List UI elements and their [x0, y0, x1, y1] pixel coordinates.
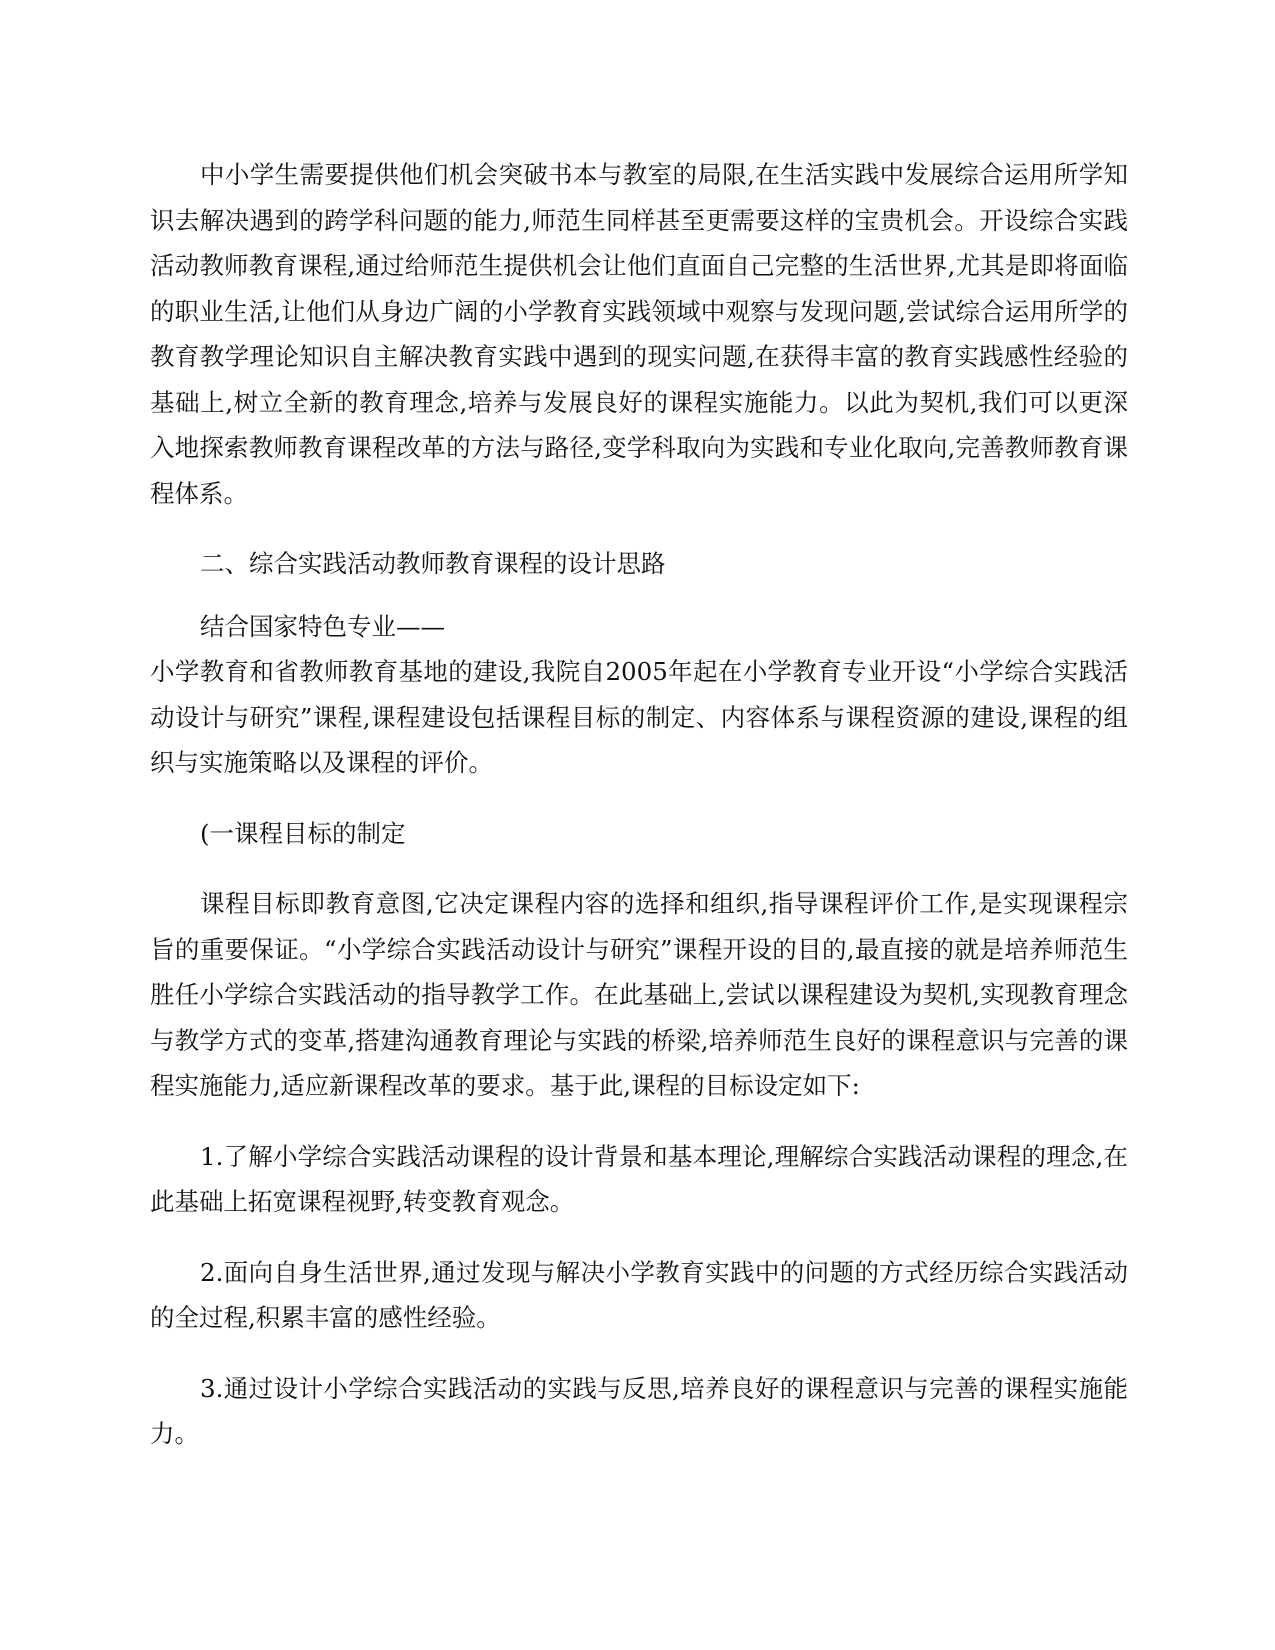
- document-page: [150, 152, 1128, 1482]
- body-paragraph: 课程目标即教育意图,它决定课程内容的选择和组织,指导课程评价工作,是实现课程宗旨的重要保证。“小学综合实践活动设计与研究”课程开设的目的,最直接的就是培养师范生胜任小学综合实践活动的指导教学工作。在此基础上,尝试以课程建设为契机,实现教育理念与教学方式的变革,搭建沟通教育理论与实践的桥梁,培养师范生良好的课程意识与完善的课程实施能力,适应新课程改革的要求。基于此,课程的目标设定如下:: [150, 889, 1128, 1100]
- paragraph-lead: 结合国家特色专业——: [200, 611, 445, 641]
- body-paragraph: 中小学生需要提供他们机会突破书本与教室的局限,在生活实践中发展综合运用所学知识去解决遇到的跨学科问题的能力,师范生同样甚至更需要这样的宝贵机会。开设综合实践活动教师教育课程,通过给师范生提供机会让他们直面自己完整的生活世界,尤其是即将面临的职业生活,让他们从身边广阔的小学教育实践领域中观察与发现问题,尝试综合运用所学的教育教学理论知识自主解决教育实践中遇到的现实问题,在获得丰富的教育实践感性经验的基础上,树立全新的教育理念,培养与发展良好的课程实施能力。以此为契机,我们可以更深入地探索教师教育课程改革的方法与路径,变学科取向为实践和专业化取向,完善教师教育课程体系。: [150, 160, 1128, 508]
- goal-item: 3.通过设计小学综合实践活动的实践与反思,培养良好的课程意识与完善的课程实施能力。: [150, 1373, 1128, 1448]
- goal-item: 1.了解小学综合实践活动课程的设计背景和基本理论,理解综合实践活动课程的理念,在此基础上拓宽课程视野,转变教育观念。: [150, 1141, 1128, 1216]
- subsection-heading: (一课程目标的制定: [200, 818, 406, 848]
- goal-item: 2.面向自身生活世界,通过发现与解决小学教育实践中的问题的方式经历综合实践活动的全过程,积累丰富的感性经验。: [150, 1257, 1128, 1332]
- body-paragraph: 小学教育和省教师教育基地的建设,我院自2005年起在小学教育专业开设“小学综合实践活动设计与研究”课程,课程建设包括课程目标的制定、内容体系与课程资源的建设,课程的组织与实施策略以及课程的评价。: [150, 657, 1128, 777]
- section-heading: 二、综合实践活动教师教育课程的设计思路: [200, 549, 666, 578]
